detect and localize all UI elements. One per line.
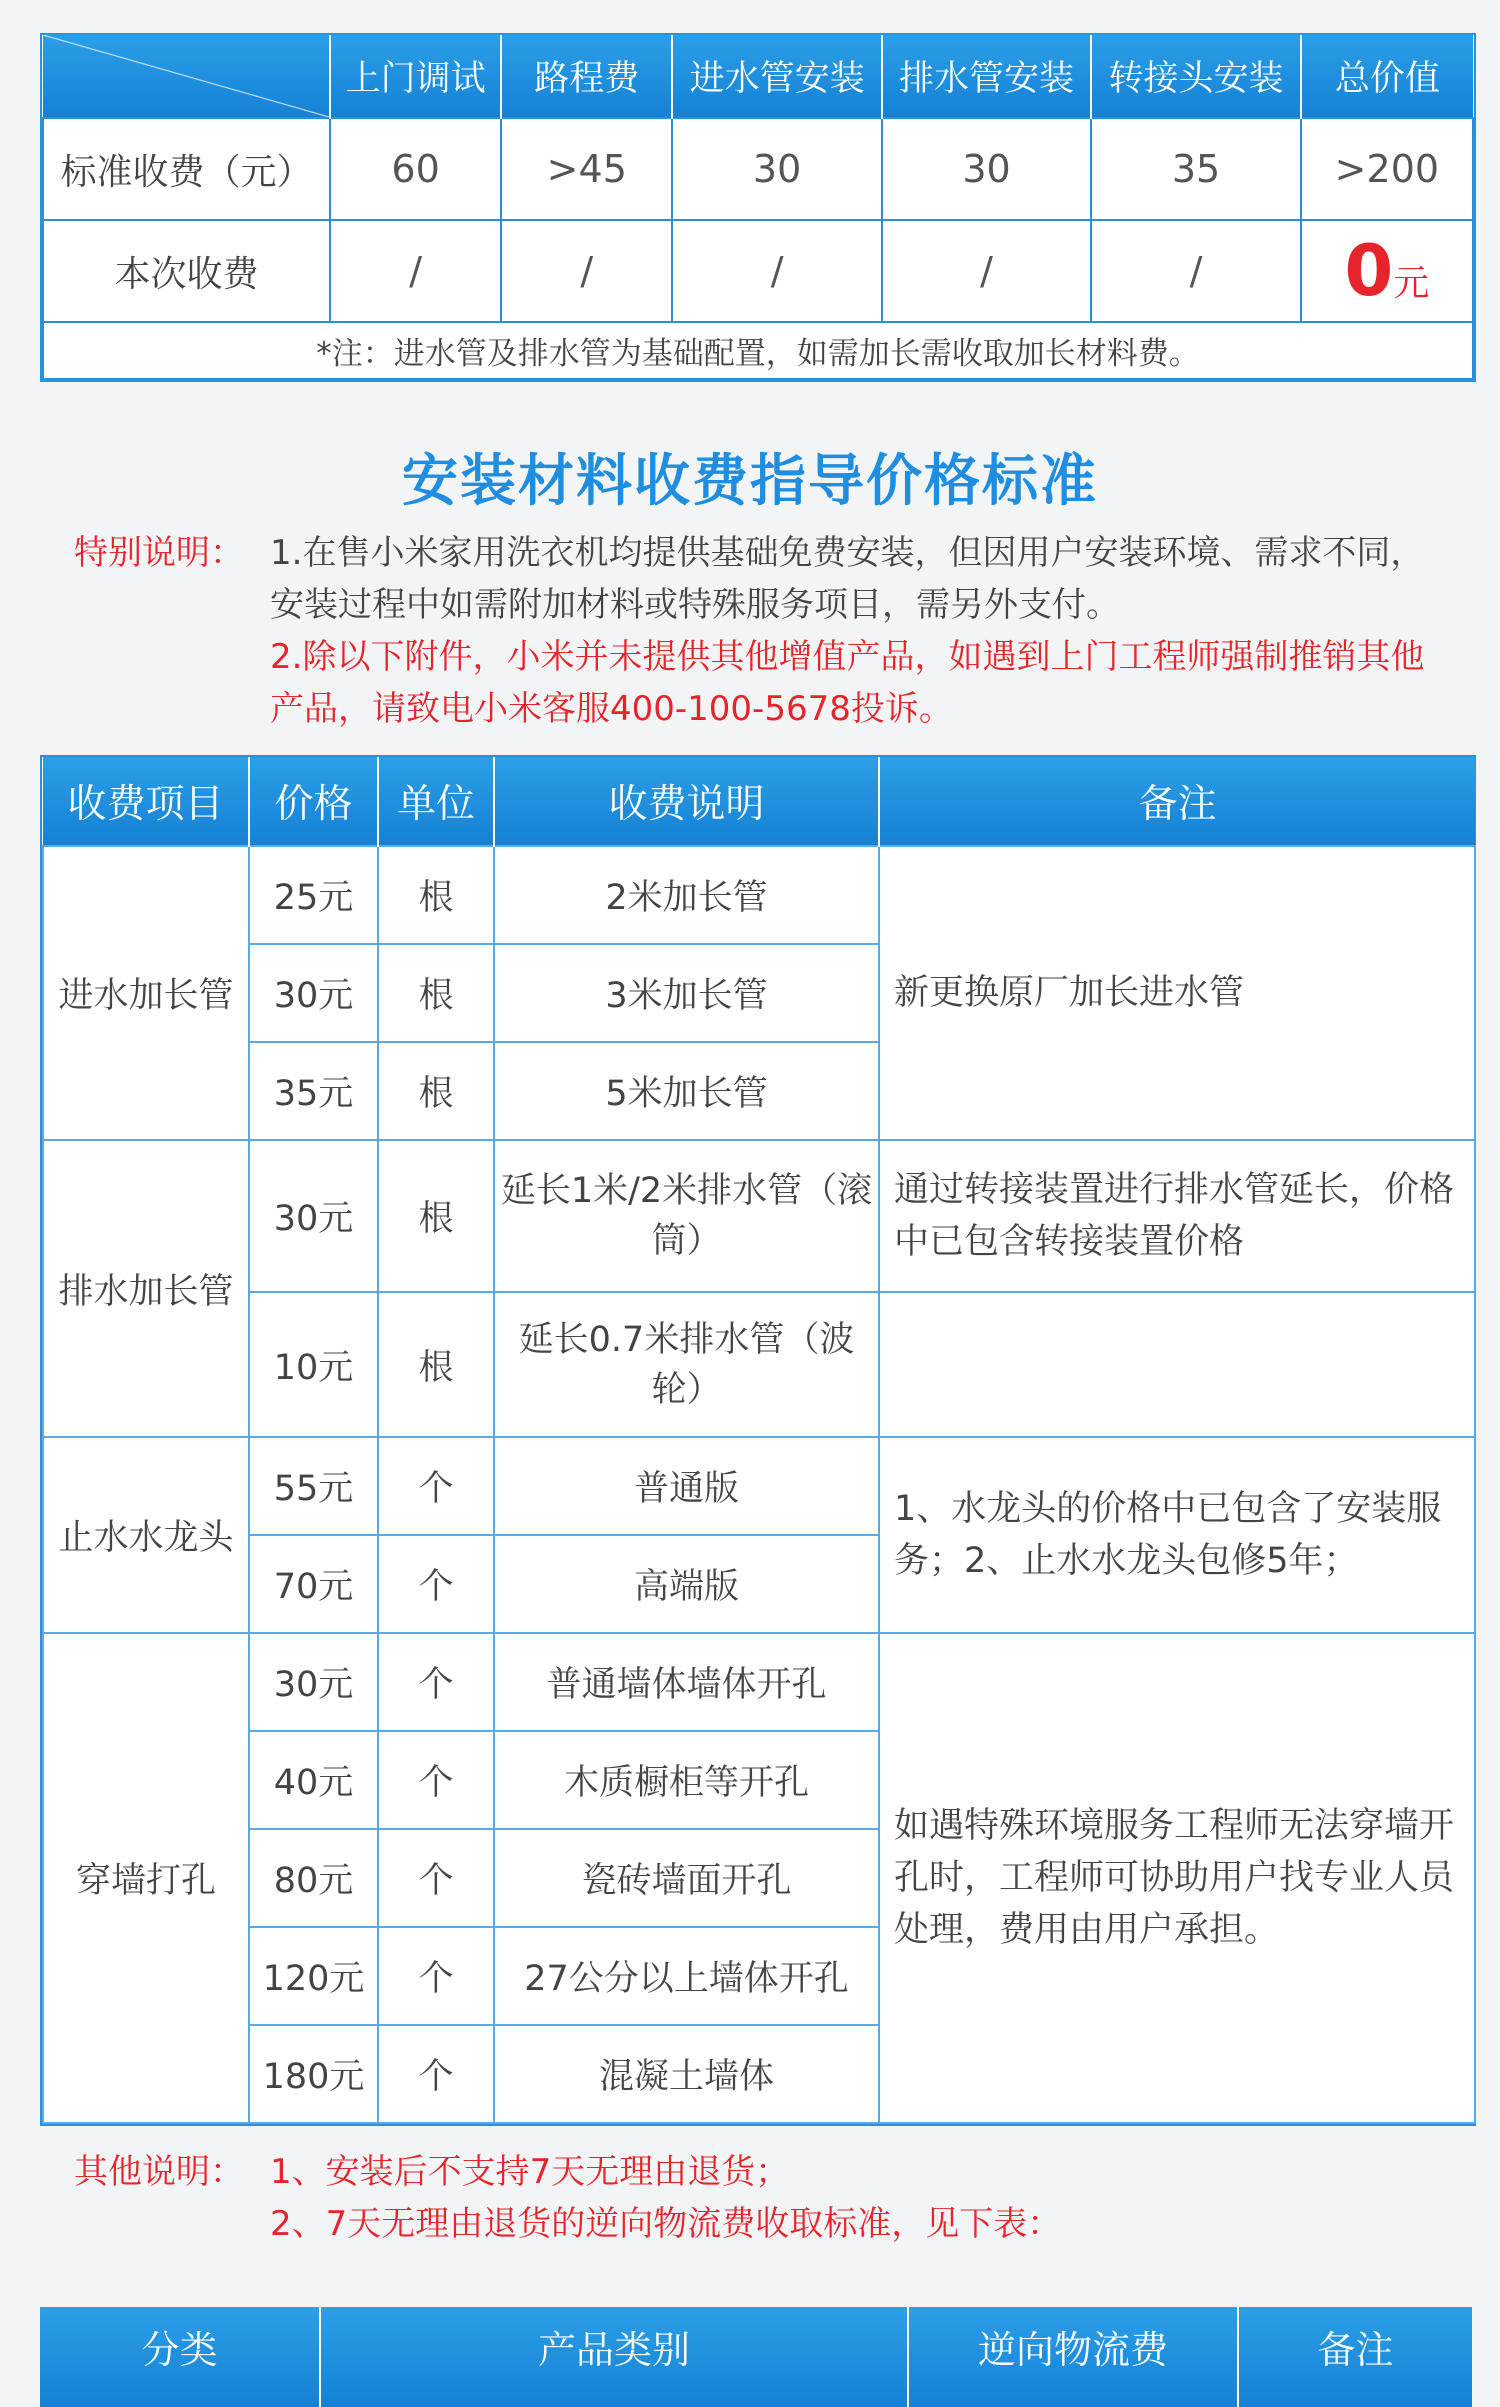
price-cell: 55元 <box>249 1437 378 1535</box>
desc-cell: 瓷砖墙面开孔 <box>494 1829 879 1927</box>
desc-cell: 延长0.7米排水管（波轮） <box>494 1292 879 1437</box>
row-label: 标准收费（元） <box>43 118 330 220</box>
header-cell: 上门调试 <box>330 35 501 118</box>
remark-cell: 新更换原厂加长进水管 <box>879 846 1475 1140</box>
header-cell: 路程费 <box>501 35 672 118</box>
logistics-table-header <box>40 2307 1472 2407</box>
unit-cell: 个 <box>378 1437 494 1535</box>
unit-cell: 根 <box>378 944 494 1042</box>
fee-cell: 30 <box>672 118 881 220</box>
other-note-1: 1、安装后不支持7天无理由退货； <box>270 2152 790 2192</box>
unit-cell: 个 <box>378 1829 494 1927</box>
item-cell: 排水加长管 <box>43 1140 249 1437</box>
desc-cell: 5米加长管 <box>494 1042 879 1140</box>
current-fee-row <box>43 220 1473 322</box>
header-cell: 转接头安装 <box>1091 35 1300 118</box>
section-heading: 安装材料收费指导价格标准 <box>402 449 1098 514</box>
other-note-2: 2、7天无理由退货的逆向物流费收取标准，见下表： <box>270 2204 1062 2244</box>
price-cell: 30元 <box>249 944 378 1042</box>
desc-cell: 木质橱柜等开孔 <box>494 1731 879 1829</box>
desc-cell: 普通版 <box>494 1437 879 1535</box>
price-cell: 30元 <box>249 1633 378 1731</box>
header-cell: 排水管安装 <box>882 35 1091 118</box>
unit-cell: 个 <box>378 1633 494 1731</box>
other-notes <box>74 2146 1452 2250</box>
item-cell: 止水水龙头 <box>43 1437 249 1633</box>
table-row <box>43 846 1475 944</box>
service-note-row <box>43 322 1473 379</box>
header-cell: 产品类别 <box>320 2307 908 2407</box>
fee-cell: >45 <box>501 118 672 220</box>
desc-cell: 混凝土墙体 <box>494 2025 879 2123</box>
fee-cell: / <box>330 220 501 322</box>
diagonal-corner-cell <box>43 35 330 118</box>
price-cell: 80元 <box>249 1829 378 1927</box>
desc-cell: 27公分以上墙体开孔 <box>494 1927 879 2025</box>
price-cell: 120元 <box>249 1927 378 2025</box>
table-row <box>43 1292 1475 1437</box>
table-row <box>43 1633 1475 1731</box>
total-fee-cell <box>1301 220 1473 322</box>
unit-cell: 根 <box>378 846 494 944</box>
fee-cell: / <box>1091 220 1300 322</box>
desc-cell: 高端版 <box>494 1535 879 1633</box>
row-label: 本次收费 <box>43 220 330 322</box>
remark-cell: 如遇特殊环境服务工程师无法穿墙开孔时，工程师可协助用户找专业人员处理，费用由用户承担。 <box>879 1633 1475 2123</box>
header-cell: 备注 <box>879 757 1475 846</box>
price-cell: 30元 <box>249 1140 378 1292</box>
table-row <box>43 1140 1475 1292</box>
item-cell: 进水加长管 <box>43 846 249 1140</box>
fee-cell: / <box>672 220 881 322</box>
item-cell: 穿墙打孔 <box>43 1633 249 2123</box>
total-amount: 0 <box>1344 230 1394 312</box>
header-cell: 进水管安装 <box>672 35 881 118</box>
header-cell: 收费说明 <box>494 757 879 846</box>
service-fee-table <box>40 33 1476 382</box>
header-cell: 收费项目 <box>43 757 249 846</box>
price-cell: 180元 <box>249 2025 378 2123</box>
remark-cell: 通过转接装置进行排水管延长，价格中已包含转接装置价格 <box>879 1140 1475 1292</box>
special-notes-label: 特别说明： <box>74 533 244 573</box>
total-unit: 元 <box>1393 263 1430 304</box>
fee-cell: 60 <box>330 118 501 220</box>
service-table-header <box>43 35 1473 118</box>
price-cell: 25元 <box>249 846 378 944</box>
fee-cell: >200 <box>1301 118 1473 220</box>
unit-cell: 个 <box>378 1927 494 2025</box>
header-cell: 总价值 <box>1301 35 1473 118</box>
unit-cell: 根 <box>378 1042 494 1140</box>
fee-cell: / <box>882 220 1091 322</box>
price-cell: 70元 <box>249 1535 378 1633</box>
price-cell: 10元 <box>249 1292 378 1437</box>
header-cell: 价格 <box>249 757 378 846</box>
price-cell: 40元 <box>249 1731 378 1829</box>
table-row <box>43 1437 1475 1535</box>
header-cell: 分类 <box>40 2307 320 2407</box>
unit-cell: 个 <box>378 1535 494 1633</box>
desc-cell: 延长1米/2米排水管（滚筒） <box>494 1140 879 1292</box>
special-note-1: 1.在售小米家用洗衣机均提供基础免费安装，但因用户安装环境、需求不同，安装过程中如需附加材料或特殊服务项目，需另外支付。 <box>270 533 1425 625</box>
material-fee-table <box>40 755 1476 2126</box>
special-note-2: 2.除以下附件，小米并未提供其他增值产品，如遇到上门工程师强制推销其他产品，请致电小米客服400-100-5678投诉。 <box>270 637 1425 729</box>
unit-cell: 个 <box>378 2025 494 2123</box>
unit-cell: 根 <box>378 1140 494 1292</box>
fee-table-header <box>43 757 1475 846</box>
desc-cell: 普通墙体墙体开孔 <box>494 1633 879 1731</box>
other-notes-label: 其他说明： <box>74 2152 244 2192</box>
fee-cell: 30 <box>882 118 1091 220</box>
header-cell: 逆向物流费 <box>908 2307 1238 2407</box>
fee-cell: / <box>501 220 672 322</box>
unit-cell: 根 <box>378 1292 494 1437</box>
desc-cell: 2米加长管 <box>494 846 879 944</box>
price-cell: 35元 <box>249 1042 378 1140</box>
service-note: *注：进水管及排水管为基础配置，如需加长需收取加长材料费。 <box>43 322 1473 379</box>
unit-cell: 个 <box>378 1731 494 1829</box>
header-cell: 单位 <box>378 757 494 846</box>
desc-cell: 3米加长管 <box>494 944 879 1042</box>
remark-cell <box>879 1292 1475 1437</box>
special-notes <box>74 527 1452 735</box>
remark-cell: 1、水龙头的价格中已包含了安装服务；2、止水水龙头包修5年； <box>879 1437 1475 1633</box>
header-cell: 备注 <box>1238 2307 1472 2407</box>
fee-cell: 35 <box>1091 118 1300 220</box>
standard-fee-row <box>43 118 1473 220</box>
logistics-fee-table <box>40 2307 1472 2372</box>
